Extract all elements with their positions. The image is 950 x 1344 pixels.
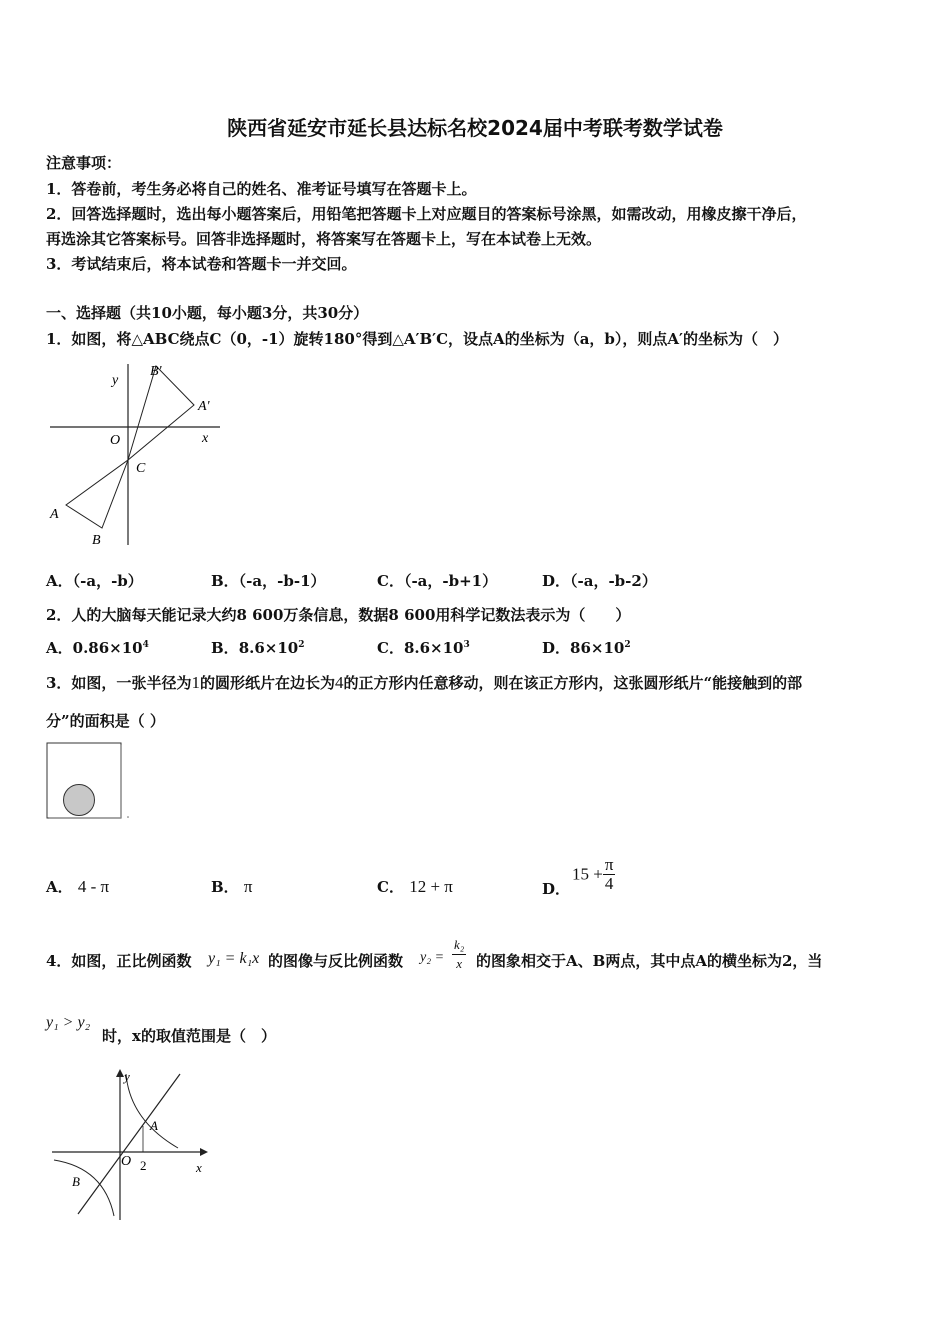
option-value: 4 - π xyxy=(77,877,110,896)
fraction xyxy=(452,936,466,973)
fraction-numerator: π xyxy=(604,855,614,874)
option-label: C． xyxy=(377,639,404,657)
option-value: π xyxy=(243,877,253,896)
x-axis-label: x xyxy=(196,1160,202,1175)
q4-line2: 时，x的取值范围是（ ） xyxy=(102,1027,276,1045)
point-c-label: C xyxy=(136,461,146,476)
option-value: 86×10 xyxy=(570,639,625,657)
q3-option-b xyxy=(211,876,253,897)
q3-figure xyxy=(44,740,134,822)
q4-suffix: 的图象相交于A、B两点，其中点A的横坐标为2，当 xyxy=(476,952,823,970)
q3-option-d-value xyxy=(572,856,615,893)
point-a-label: A xyxy=(150,1118,158,1133)
option-label: C． xyxy=(377,878,404,896)
page-title: 陕西省延安市延长县达标名校2024届中考联考数学试卷 xyxy=(227,116,723,140)
section-heading: 一、选择题（共10小题，每小题3分，共30分） xyxy=(46,304,369,322)
point-b-label: B xyxy=(72,1174,80,1189)
option-value: 15 + xyxy=(572,864,603,884)
origin-label: O xyxy=(121,1154,132,1169)
fraction xyxy=(603,856,616,893)
option-exponent: 4 xyxy=(142,640,149,650)
q3-stem-c: 的正方形内任意移动，则在该正方形内，这张圆形纸片“能接触到的部 xyxy=(343,674,803,692)
y-axis-label: y xyxy=(112,373,119,388)
q1-option-b: B．（-a，-b-1） xyxy=(211,572,326,590)
q3-stem-b: 的圆形纸片在边长为 xyxy=(199,674,335,692)
q4-function-2-fraction xyxy=(452,936,466,973)
q4-function-1: y₁ = k₁x xyxy=(208,950,260,967)
notice-item: 再选涂其它答案标号。回答非选择题时，将答案写在答题卡上，写在本试卷上无效。 xyxy=(46,230,602,248)
option-value: 8.6×10 xyxy=(403,639,464,657)
q1-figure xyxy=(44,360,224,550)
point-b-label: B xyxy=(92,533,101,548)
option-label: A． xyxy=(46,639,73,657)
option-label: A． xyxy=(46,878,73,896)
q1-option-d: D．（-a，-b-2） xyxy=(542,572,657,590)
q2-stem: 2．人的大脑每天能记录大约8 600万条信息，数据8 600用科学记数法表示为（ ） xyxy=(46,606,631,624)
point-a-prime-label: A' xyxy=(198,399,210,414)
tick-2-label: 2 xyxy=(140,1158,147,1173)
notice-item: 1．答卷前，考生务必将自己的姓名、准考证号填写在答题卡上。 xyxy=(46,180,477,198)
y-axis-label: y xyxy=(124,1069,130,1084)
q1-option-a: A．（-a，-b） xyxy=(46,572,143,590)
option-label: D． xyxy=(542,639,571,657)
q3-option-d-label: D． xyxy=(542,880,571,898)
q2-option-a xyxy=(46,637,149,658)
q3-option-a xyxy=(46,876,109,897)
option-exponent: 2 xyxy=(298,640,305,650)
notice-item: 2．回答选择题时，选出每小题答案后，用铅笔把答题卡上对应题目的答案标号涂黑，如需改动，用橡皮擦干净后， xyxy=(46,205,807,223)
q4-condition: y₁ > y₂ xyxy=(46,1014,91,1031)
fraction-denominator: 4 xyxy=(604,874,614,893)
option-exponent: 3 xyxy=(463,640,470,650)
option-value: 12 + π xyxy=(409,877,453,896)
option-exponent: 2 xyxy=(624,640,631,650)
option-value: 8.6×10 xyxy=(238,639,299,657)
point-b-prime-label: B' xyxy=(150,364,162,379)
q1-stem: 1．如图，将△ABC绕点C（0，-1）旋转180°得到△A′B′C，设点A的坐标为（a，b），则点A′的坐标为（ ） xyxy=(46,330,788,348)
fraction-numerator: k₂ xyxy=(452,936,466,955)
q3-stem-a: 3．如图，一张半径为 xyxy=(46,674,192,692)
q3-side: 4 xyxy=(334,673,344,692)
q2-option-b xyxy=(211,637,305,658)
point-a-label: A xyxy=(50,507,59,522)
q3-stem xyxy=(46,672,802,693)
fraction-denominator: x xyxy=(456,956,463,971)
q3-stem-line2: 分”的面积是（ ） xyxy=(46,712,165,730)
q4-mid: 的图像与反比例函数 xyxy=(268,952,404,970)
option-label: B． xyxy=(211,878,239,896)
q2-option-d xyxy=(542,637,631,658)
origin-label: O xyxy=(110,433,121,448)
q4-prefix: 4．如图，正比例函数 xyxy=(46,952,192,970)
q1-option-c: C．（-a，-b+1） xyxy=(377,572,498,590)
notice-heading: 注意事项： xyxy=(46,154,122,172)
q3-radius: 1 xyxy=(191,673,200,692)
q2-option-c xyxy=(377,637,470,658)
q3-option-c xyxy=(377,876,453,897)
x-axis-label: x xyxy=(202,431,209,446)
q4-function-2-lhs: y₂ = xyxy=(420,950,445,965)
q4-figure xyxy=(46,1064,216,1224)
option-label: B． xyxy=(211,639,239,657)
option-value: 0.86×10 xyxy=(72,639,143,657)
notice-item: 3．考试结束后，将本试卷和答题卡一并交回。 xyxy=(46,255,357,273)
